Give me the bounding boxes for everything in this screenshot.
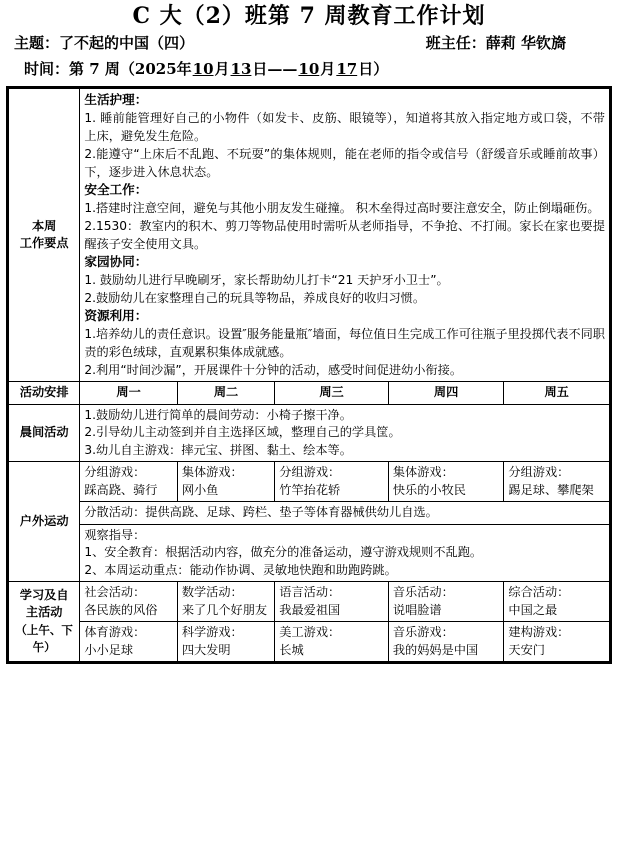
plan-table-wrapper [0, 86, 618, 664]
row-label-weekly-focus-line1: 本周 [31, 218, 57, 233]
outdoor-game-monday-type: 分组游戏： [84, 465, 146, 479]
table-row-day-headers [8, 382, 611, 405]
table-row-outdoor-observation [8, 524, 611, 582]
row-label-weekly-focus-line2: 工作要点 [19, 236, 69, 250]
section-heading-care: 生活护理： [84, 92, 148, 107]
learning-am-tuesday-type: 数学活动： [181, 585, 243, 599]
learning-am-wednesday [275, 582, 389, 622]
learning-pm-tuesday-name: 四大发明 [181, 642, 231, 657]
row-label-learning-line4: 午） [32, 640, 56, 654]
outdoor-game-thursday [388, 462, 504, 502]
page-title: C 大（2）班第 7 周教育工作计划 [132, 3, 486, 29]
time-prefix: 时间：第 7 周（2025年 [24, 60, 192, 78]
learning-pm-thursday [388, 622, 504, 663]
table-row-learning-morning [8, 582, 611, 622]
learning-pm-tuesday [177, 622, 274, 663]
morning-line-3: 3.幼儿自主游戏：摔元宝、拼图、黏土、绘本等。 [84, 442, 352, 457]
month-unit-2: 月 [320, 60, 336, 78]
section-heading-resources: 资源利用： [84, 308, 148, 323]
learning-pm-thursday-type: 音乐游戏： [392, 625, 454, 639]
month-unit: 月 [214, 60, 230, 78]
day-unit-2: 日） [358, 60, 389, 78]
learning-am-wednesday-name: 我最爱祖国 [279, 602, 341, 617]
learning-am-monday-type: 社会活动： [84, 585, 146, 599]
table-row-outdoor-scattered [8, 502, 611, 525]
learning-pm-wednesday-type: 美工游戏： [279, 625, 341, 639]
outdoor-observation-line-1: 1、安全教育：根据活动内容，做充分的准备运动，遵守游戏规则不乱跑。 [84, 545, 483, 559]
section-text-care-1: 1. 睡前能管理好自己的小物件（如发卡、皮筋、眼镜等），知道将其放入指定地方或口袋，不带上床，避免发生危险。 [84, 111, 605, 143]
learning-pm-wednesday-name: 长城 [279, 642, 304, 657]
row-label-learning-line2: 主活动 [25, 605, 63, 619]
row-label-learning-line3: （上午、下 [15, 622, 73, 637]
row-label-weekly-focus [8, 88, 80, 382]
learning-am-wednesday-type: 语言活动： [279, 585, 341, 599]
learning-pm-monday-name: 小小足球 [84, 642, 134, 657]
learning-pm-friday [504, 622, 611, 663]
row-label-morning: 晨间活动 [8, 404, 80, 462]
row-label-learning-line1: 学习及自 [19, 587, 69, 602]
learning-pm-wednesday [275, 622, 389, 663]
end-day-value: 17 [336, 60, 358, 78]
section-heading-home-coop: 家园协同： [84, 254, 148, 269]
section-text-safety-1: 1.搭建时注意空间，避免与其他小朋友发生碰撞。 积木垒得过高时要注意安全，防止倒塌砸伤。 [84, 201, 600, 215]
section-text-home-coop-1: 1. 鼓励幼儿进行早晚刷牙，家长帮助幼儿打卡“21 天护牙小卫士”。 [84, 273, 449, 287]
day-header-thursday: 周四 [388, 382, 504, 405]
start-day-value: 13 [230, 60, 252, 78]
outdoor-game-monday-name: 踩高跷、骑行 [84, 482, 158, 497]
learning-pm-monday [80, 622, 177, 663]
learning-am-monday-name: 各民族的风俗 [84, 602, 158, 617]
table-row-weekly-focus [8, 88, 611, 382]
outdoor-game-tuesday-name: 网小鱼 [181, 482, 219, 497]
day-header-tuesday: 周二 [177, 382, 274, 405]
table-row-morning-activity [8, 404, 611, 462]
outdoor-game-thursday-name: 快乐的小牧民 [392, 482, 466, 497]
outdoor-game-monday [80, 462, 177, 502]
learning-pm-friday-name: 天安门 [508, 642, 545, 657]
learning-am-thursday [388, 582, 504, 622]
day-header-friday: 周五 [504, 382, 611, 405]
theme-label: 主题：了不起的中国（四） [14, 34, 195, 52]
learning-am-friday [504, 582, 611, 622]
start-month-value: 10 [192, 60, 214, 78]
outdoor-game-friday-type: 分组游戏： [508, 465, 570, 479]
day-unit: 日 [252, 60, 268, 78]
outdoor-game-friday-name: 踢足球、攀爬架 [508, 482, 594, 497]
learning-am-thursday-name: 说唱脸谱 [392, 602, 442, 617]
section-text-home-coop-2: 2.鼓励幼儿在家整理自己的玩具等物品，养成良好的收归习惯。 [84, 291, 426, 305]
learning-pm-tuesday-type: 科学游戏： [181, 625, 243, 639]
table-row-outdoor-games [8, 462, 611, 502]
morning-line-2: 2.引导幼儿主动签到并自主选择区域，整理自己的学具筐。 [84, 425, 401, 439]
end-month-value: 10 [298, 60, 320, 78]
learning-am-monday [80, 582, 177, 622]
outdoor-game-wednesday [275, 462, 389, 502]
section-heading-safety: 安全工作： [84, 182, 148, 197]
row-label-schedule: 活动安排 [8, 382, 80, 405]
outdoor-game-friday [504, 462, 611, 502]
weekly-focus-content [80, 88, 611, 382]
outdoor-game-wednesday-name: 竹竿抬花轿 [279, 482, 341, 497]
outdoor-game-thursday-type: 集体游戏： [392, 465, 454, 479]
learning-pm-thursday-name: 我的妈妈是中国 [392, 642, 479, 657]
learning-am-tuesday [177, 582, 274, 622]
outdoor-observation-heading: 观察指导： [84, 527, 146, 542]
outdoor-game-wednesday-type: 分组游戏： [279, 465, 341, 479]
outdoor-game-tuesday-type: 集体游戏： [181, 465, 243, 479]
learning-am-friday-type: 综合活动： [508, 585, 570, 599]
section-text-resources-1: 1.培养幼儿的责任意识。设置″服务能量瓶″墙面，每位值日生完成工作可往瓶子里投掷代表不同职责的彩色绒球，直观累积集体成就感。 [84, 327, 605, 359]
morning-line-1: 1.鼓励幼儿进行简单的晨间劳动：小椅子擦干净。 [84, 407, 352, 422]
plan-table [6, 86, 612, 664]
row-label-learning [8, 582, 80, 663]
day-header-monday: 周一 [80, 382, 177, 405]
outdoor-game-tuesday [177, 462, 274, 502]
head-teacher-label: 班主任：薛莉 华钦旖 [425, 34, 566, 52]
section-text-care-2: 2.能遵守“上床后不乱跑、不玩耍”的集体规则，能在老师的指令或信号（舒缓音乐或睡前故事）下，逐步进入休息状态。 [84, 147, 605, 179]
meta-row-theme-teacher [0, 30, 618, 56]
outdoor-observation-line-2: 2、本周运动重点：能动作协调、灵敏地快跑和助跑跨跳。 [84, 562, 397, 577]
meta-row-time [0, 56, 618, 86]
date-range-dash: —— [267, 60, 298, 78]
outdoor-observation-content [80, 524, 611, 582]
learning-am-tuesday-name: 来了几个好朋友 [181, 602, 268, 617]
document-page [0, 2, 618, 847]
day-header-wednesday: 周三 [275, 382, 389, 405]
table-row-learning-afternoon [8, 622, 611, 663]
morning-activity-content [80, 404, 611, 462]
outdoor-scattered-text: 分散活动：提供高跷、足球、跨栏、垫子等体育器械供幼儿自选。 [84, 505, 438, 519]
section-text-resources-2: 2.利用“时间沙漏”，开展课件十分钟的活动，感受时间促进幼小衔接。 [84, 363, 463, 377]
learning-am-thursday-type: 音乐活动： [392, 585, 454, 599]
row-label-outdoor: 户外运动 [8, 462, 80, 582]
learning-am-friday-name: 中国之最 [508, 602, 558, 617]
learning-pm-friday-type: 建构游戏： [508, 625, 570, 639]
outdoor-scattered-content [80, 502, 611, 525]
section-text-safety-2: 2.1530：教室内的积木、剪刀等物品使用时需听从老师指导，不争抢、不打闹。家长在家也要提醒孩子安全使用文具。 [84, 219, 605, 251]
learning-pm-monday-type: 体育游戏： [84, 625, 146, 639]
